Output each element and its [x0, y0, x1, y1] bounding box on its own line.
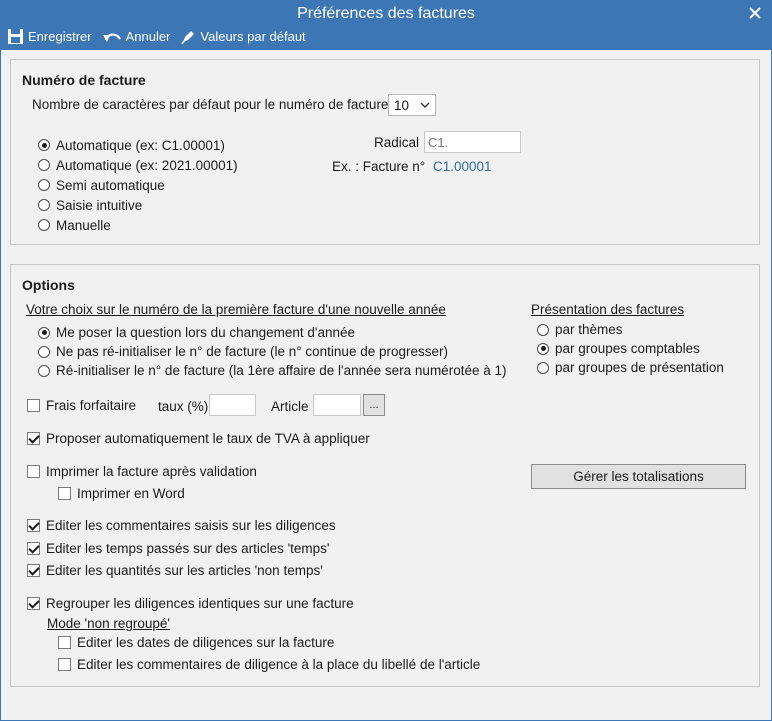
presentation-option[interactable]: [537, 358, 724, 377]
edit-dates-checkbox[interactable]: [58, 636, 71, 649]
defaults-label: Valeurs par défaut: [200, 29, 306, 44]
mode-radio-list: [38, 135, 238, 235]
char-count-label: Nombre de caractères par défaut pour le numéro de facture: [32, 97, 389, 112]
defaults-button[interactable]: [180, 29, 305, 45]
mode-label: Semi automatique: [56, 177, 165, 193]
presentation-radio-themes[interactable]: [537, 324, 549, 336]
edit-quantities-checkbox[interactable]: [27, 564, 40, 577]
mode-option[interactable]: [38, 135, 238, 155]
chevron-down-icon: [420, 101, 430, 109]
char-count-select[interactable]: [388, 94, 436, 116]
auto-vat-option[interactable]: [27, 431, 370, 446]
manage-totals-label: Gérer les totalisations: [573, 469, 704, 484]
mode-radio-manual[interactable]: [38, 219, 50, 231]
article-input[interactable]: [313, 394, 361, 416]
auto-vat-label: Proposer automatiquement le taux de TVA à appliquer: [46, 431, 370, 446]
invoice-number-title: Numéro de facture: [22, 72, 146, 88]
group-option[interactable]: [27, 596, 354, 611]
invoice-number-group: [10, 59, 760, 245]
edit-times-option[interactable]: [27, 541, 330, 556]
presentation-label: par groupes de présentation: [555, 360, 724, 375]
group-checkbox[interactable]: [27, 597, 40, 610]
print-after-checkbox[interactable]: [27, 465, 40, 478]
rate-label: taux (%): [158, 399, 209, 414]
mode-label: Automatique (ex: C1.00001): [56, 137, 225, 153]
mode-radio-semi-automatic[interactable]: [38, 179, 50, 191]
edit-comments-label: Editer les commentaires saisis sur les diligences: [46, 518, 336, 533]
radical-label: Radical: [374, 135, 420, 150]
browse-label: ...: [369, 399, 379, 411]
mode-radio-automatic[interactable]: [38, 139, 50, 151]
new-year-radio-list: [38, 323, 506, 380]
print-after-option[interactable]: [27, 464, 257, 479]
mode-option[interactable]: [38, 175, 238, 195]
edit-diligence-comments-checkbox[interactable]: [58, 658, 71, 671]
title-bar: [1, 1, 771, 50]
mode-option[interactable]: [38, 155, 238, 175]
presentation-label: par groupes comptables: [555, 341, 700, 356]
presentation-option[interactable]: [537, 320, 724, 339]
undo-icon: [102, 30, 122, 44]
presentation-radio-accounting-groups[interactable]: [537, 343, 549, 355]
rate-input[interactable]: [209, 394, 256, 416]
new-year-label: Ré-initialiser le n° de facture (la 1ère affaire de l'année sera numérotée à 1): [56, 363, 507, 378]
print-word-checkbox[interactable]: [58, 487, 71, 500]
presentation-label: par thèmes: [555, 322, 623, 337]
floppy-disk-icon: [7, 28, 24, 45]
new-year-radio-reset[interactable]: [38, 365, 50, 377]
window-title: Préférences des factures: [297, 5, 475, 22]
auto-vat-checkbox[interactable]: [27, 432, 40, 445]
edit-quantities-option[interactable]: [27, 563, 323, 578]
presentation-radio-list: [537, 320, 724, 377]
new-year-label: Ne pas ré-initialiser le n° de facture (le n° continue de progresser): [56, 344, 448, 359]
example-value: C1.00001: [433, 159, 492, 174]
new-year-label: Me poser la question lors du changement d'année: [56, 325, 356, 340]
example-label: Ex. : Facture n°: [332, 159, 426, 174]
save-button[interactable]: [7, 28, 92, 45]
close-icon[interactable]: [747, 5, 763, 21]
pen-icon: [180, 29, 196, 45]
mode-radio-intuitive[interactable]: [38, 199, 50, 211]
options-group: [10, 264, 760, 687]
edit-comments-option[interactable]: [27, 518, 336, 533]
new-year-option[interactable]: [38, 342, 506, 361]
cancel-label: Annuler: [125, 29, 171, 44]
edit-dates-option[interactable]: [58, 635, 334, 650]
new-year-radio-ask[interactable]: [38, 327, 50, 339]
cancel-button[interactable]: [102, 29, 171, 44]
flat-fee-checkbox[interactable]: [27, 399, 40, 412]
print-after-label: Imprimer la facture après validation: [46, 464, 257, 479]
browse-article-button[interactable]: [363, 394, 385, 416]
mode-label: Automatique (ex: 2021.00001): [56, 157, 238, 173]
new-year-option[interactable]: [38, 361, 506, 380]
mode-option[interactable]: [38, 195, 238, 215]
mode-label: Saisie intuitive: [56, 197, 143, 213]
non-grouped-heading: Mode 'non regroupé': [47, 616, 170, 631]
new-year-radio-continue[interactable]: [38, 346, 50, 358]
options-title: Options: [22, 277, 75, 293]
char-count-value: 10: [394, 97, 410, 113]
print-word-option[interactable]: [58, 486, 185, 501]
save-label: Enregistrer: [28, 29, 92, 44]
edit-quantities-label: Editer les quantités sur les articles 'non temps': [46, 563, 323, 578]
presentation-radio-presentation-groups[interactable]: [537, 362, 549, 374]
presentation-heading: Présentation des factures: [531, 302, 685, 317]
print-word-label: Imprimer en Word: [77, 486, 185, 501]
radical-input[interactable]: [424, 131, 521, 153]
manage-totals-button[interactable]: [531, 464, 746, 489]
new-year-heading: Votre choix sur le numéro de la première facture d'une nouvelle année: [26, 302, 446, 317]
toolbar: [7, 28, 306, 45]
flat-fee-label: Frais forfaitaire: [46, 398, 137, 413]
mode-label: Manuelle: [56, 217, 111, 233]
group-label: Regrouper les diligences identiques sur une facture: [46, 596, 354, 611]
new-year-option[interactable]: [38, 323, 506, 342]
mode-radio-automatic-year[interactable]: [38, 159, 50, 171]
edit-comments-checkbox[interactable]: [27, 519, 40, 532]
edit-times-checkbox[interactable]: [27, 542, 40, 555]
edit-dates-label: Editer les dates de diligences sur la facture: [77, 635, 335, 650]
article-label: Article: [271, 399, 309, 414]
presentation-option[interactable]: [537, 339, 724, 358]
edit-diligence-comments-option[interactable]: [58, 657, 480, 672]
edit-times-label: Editer les temps passés sur des articles 'temps': [46, 541, 330, 556]
flat-fee-option[interactable]: [27, 398, 136, 413]
mode-option[interactable]: [38, 215, 238, 235]
edit-diligence-comments-label: Editer les commentaires de diligence à la place du libellé de l'article: [77, 657, 481, 672]
